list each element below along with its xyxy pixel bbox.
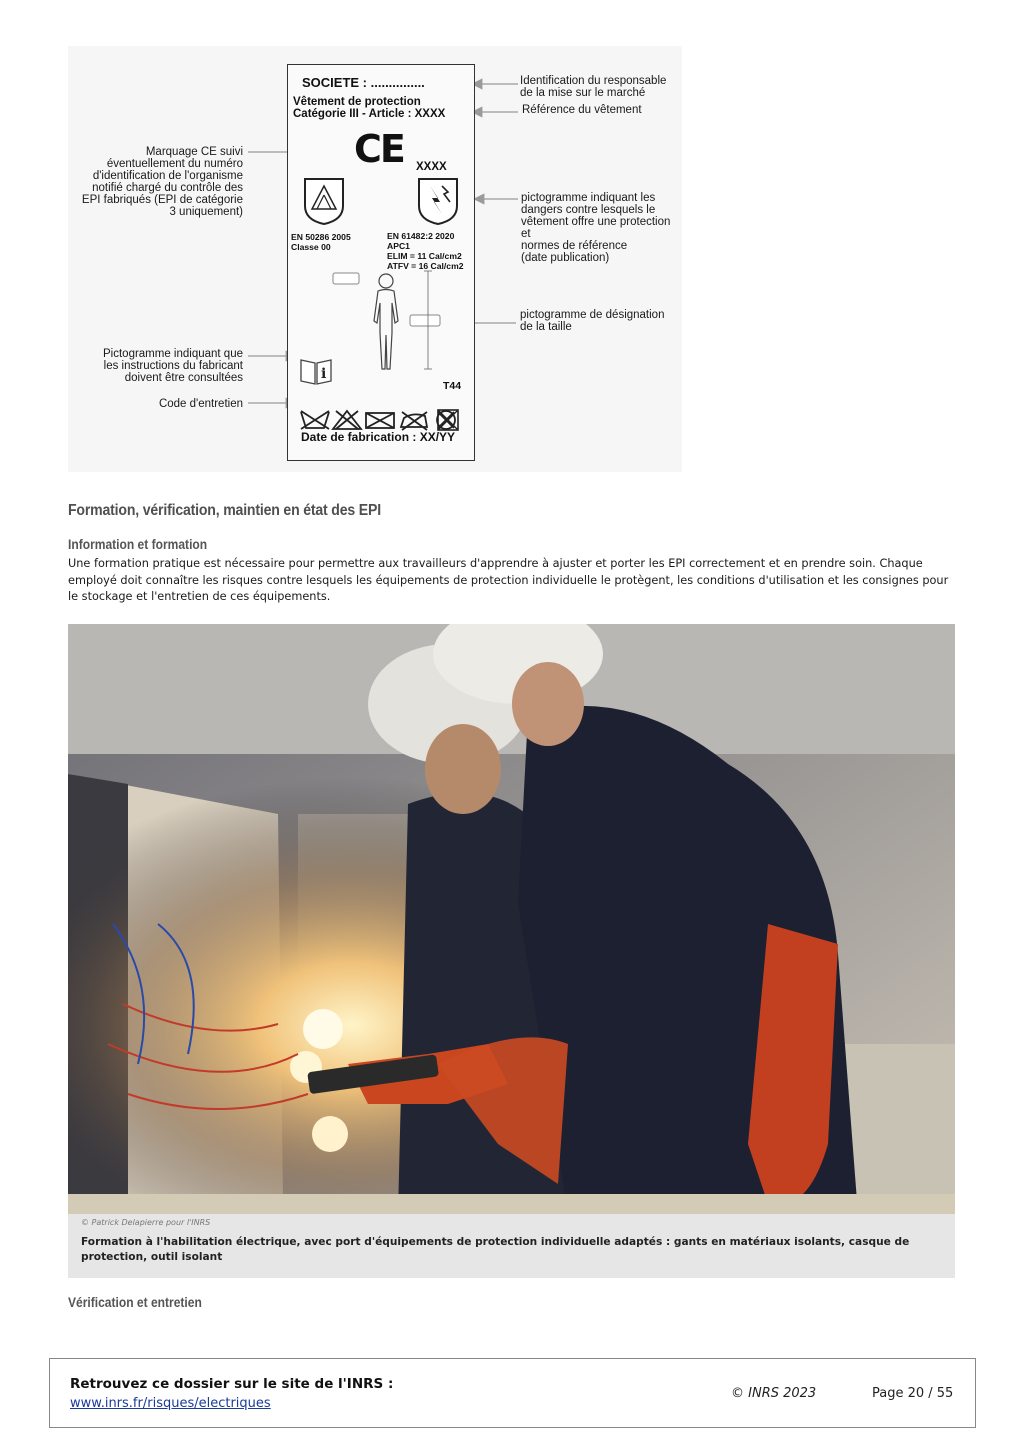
standard-1-line1: EN 50286 2005 xyxy=(291,232,351,242)
label-line: Pictogramme indiquant que xyxy=(103,348,243,360)
photo-caption-box xyxy=(68,1214,955,1278)
instructions-book-icon xyxy=(298,356,334,386)
label-line: éventuellement du numéro xyxy=(106,158,243,170)
svg-text:i: i xyxy=(321,366,327,382)
training-photo xyxy=(68,624,955,1214)
standard-1-line2: Classe 00 xyxy=(291,242,331,252)
label-line: Marquage CE suivi xyxy=(145,146,243,158)
label-line: Identification du responsable xyxy=(520,75,667,87)
label-line: normes de référence xyxy=(521,240,628,252)
footer-title: Retrouvez ce dossier sur le site de l'INRS : xyxy=(70,1376,394,1392)
label-card xyxy=(287,64,475,461)
section-heading: Formation, vérification, maintien en état des EPI xyxy=(68,502,381,519)
standard-2-line2: APC1 xyxy=(387,241,410,251)
standard-2-line1: EN 61482:2 2020 xyxy=(387,231,455,241)
label-line: vêtement offre une protection xyxy=(521,216,671,228)
label-line: notifié chargé du contrôle des xyxy=(92,182,243,194)
label-line: 3 uniquement) xyxy=(169,206,243,218)
inrs-dossier-link[interactable]: www.inrs.fr/risques/electriques xyxy=(70,1396,271,1411)
label-line: d'identification de l'organisme xyxy=(92,170,243,182)
label-line: doivent être consultées xyxy=(124,372,243,384)
subheading-verification: Vérification et entretien xyxy=(68,1294,202,1310)
training-paragraph: Une formation pratique est nécessaire pour permettre aux travailleurs d'apprendre à ajuster et porter les EPI correctement et en prendre soin. Chaque employé doit connaître les risques contre lesquels les équipements de protection individuelle le protègent, les conditions d'utilisation et les consignes pour le stockage et l'entretien de ces équipements. xyxy=(68,557,949,603)
label-line: EPI fabriqués (EPI de catégorie xyxy=(81,194,243,206)
garment-type-line: Vêtement de protection xyxy=(293,96,421,108)
label-line: et xyxy=(521,228,531,240)
label-line: pictogramme de désignation xyxy=(520,309,665,321)
page-number: Page 20 / 55 xyxy=(872,1386,954,1401)
label-line: Code d'entretien xyxy=(158,398,243,410)
photo-caption: Formation à l'habilitation électrique, avec port d'équipements de protection individuelle adaptés : gants en matériaux isolants, casque de protection, outil isolant xyxy=(81,1236,910,1263)
company-line: SOCIETE : ............... xyxy=(302,75,425,90)
size-code: T44 xyxy=(443,380,462,392)
label-line: de la taille xyxy=(520,321,572,333)
photo-illustration xyxy=(68,624,955,1214)
label-line: pictogramme indiquant les xyxy=(521,192,656,204)
copyright: © INRS 2023 xyxy=(731,1386,817,1401)
photo-credit: © Patrick Delapierre pour l'INRS xyxy=(81,1218,211,1227)
ce-number: XXXX xyxy=(416,161,447,173)
electric-arc-hazard-icon xyxy=(416,176,460,226)
thermal-hazard-icon xyxy=(302,176,346,226)
ce-mark: CE xyxy=(354,127,404,171)
label-line: les instructions du fabricant xyxy=(103,360,243,372)
label-line: de la mise sur le marché xyxy=(520,87,646,99)
page-footer xyxy=(49,1358,976,1428)
standard-2-line4: ATFV = 16 Cal/cm2 xyxy=(387,261,464,271)
manufacture-date: Date de fabrication : XX/YY xyxy=(301,430,456,444)
garment-label-diagram xyxy=(68,46,682,472)
standard-2-line3: ELIM = 11 Cal/cm2 xyxy=(387,251,462,261)
label-line: dangers contre lesquels le xyxy=(521,204,656,216)
label-line: Référence du vêtement xyxy=(522,104,642,116)
label-line: (date publication) xyxy=(521,252,610,264)
subheading-information: Information et formation xyxy=(68,536,208,552)
category-line: Catégorie III - Article : XXXX xyxy=(293,108,446,120)
